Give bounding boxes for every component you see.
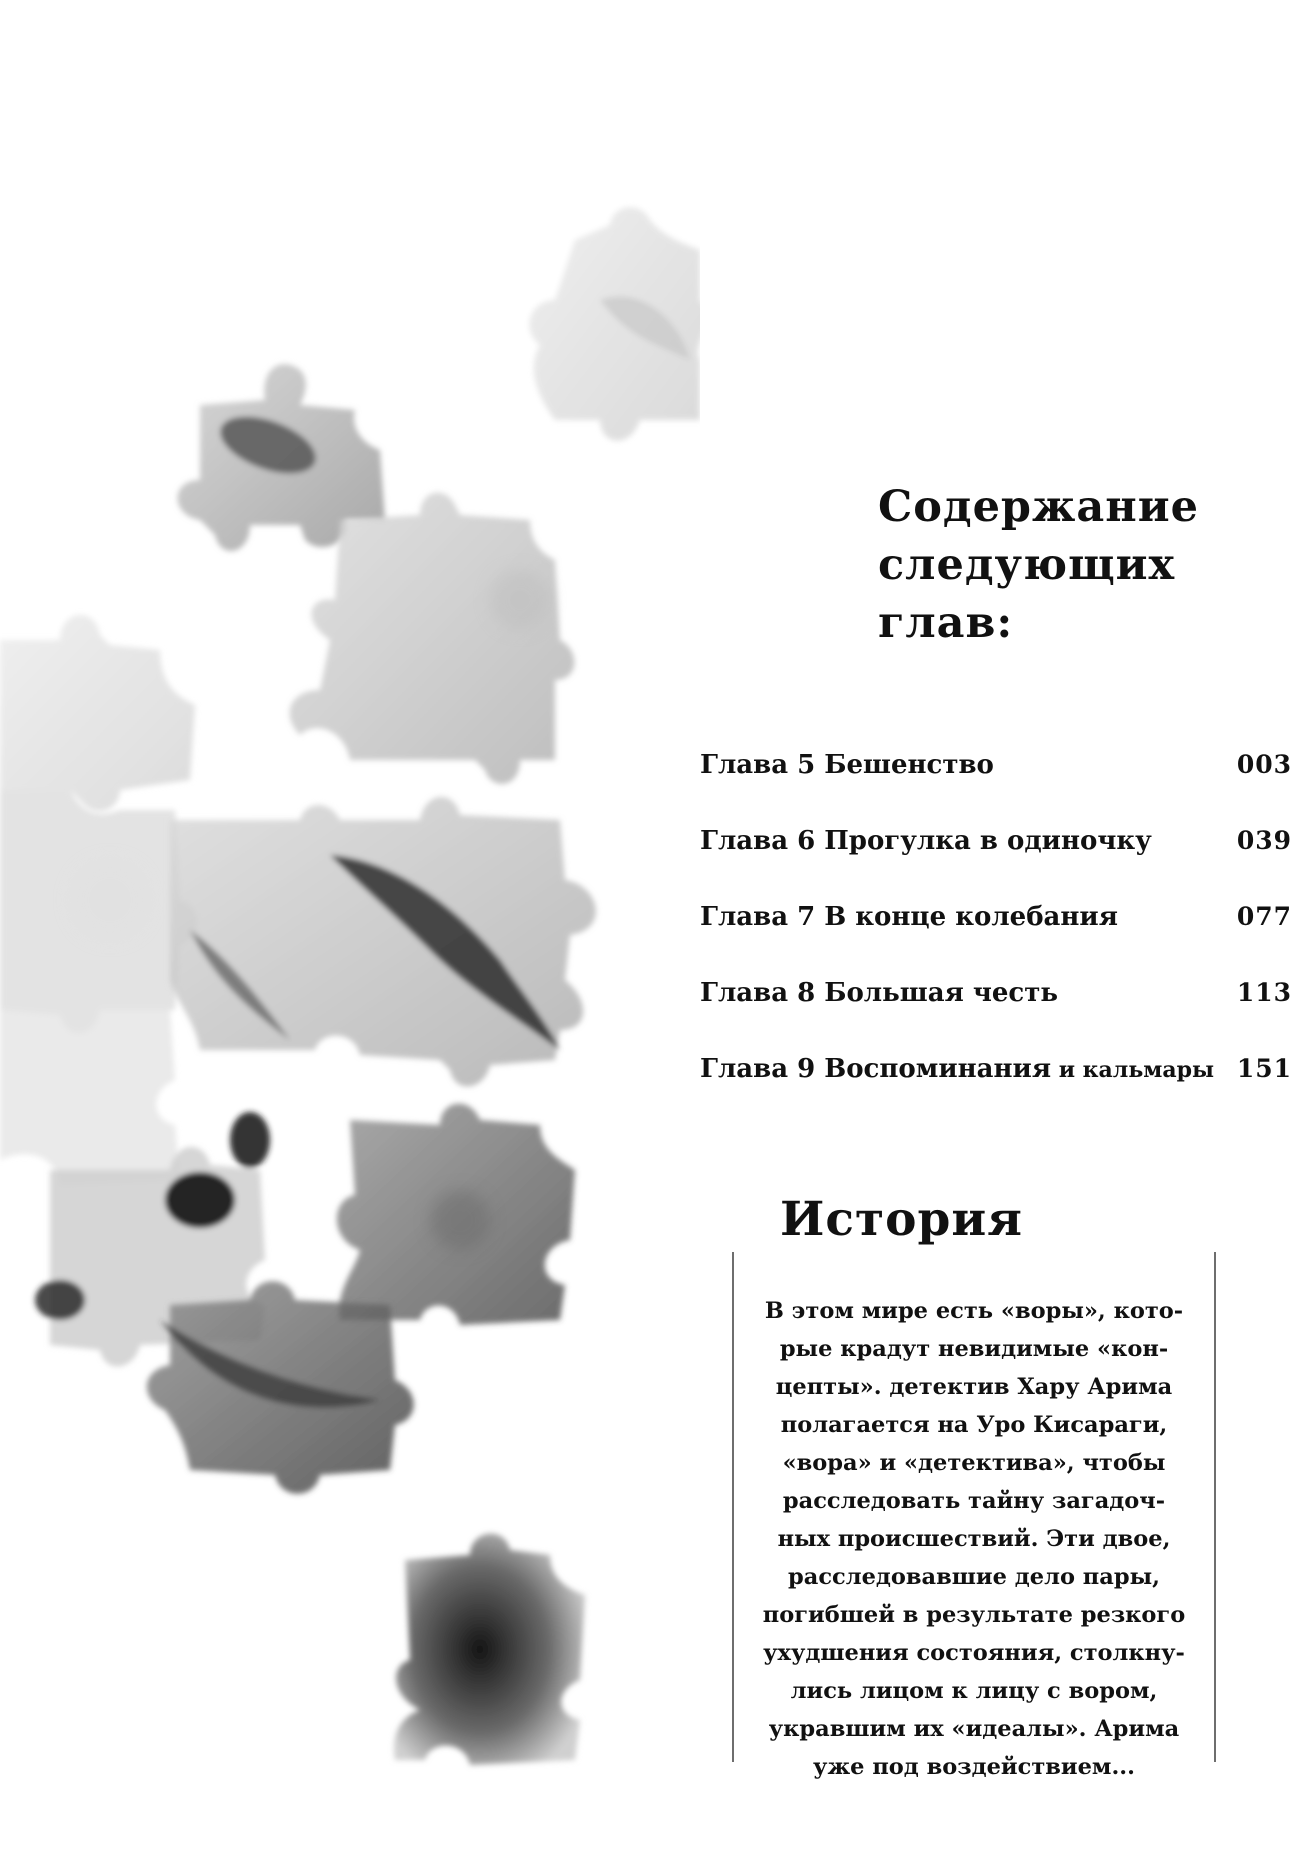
story-line: ных происшествий. Эти двое, [777,1526,1171,1552]
toc-row-chapter-6[interactable] [700,826,1292,902]
toc-row-chapter-7[interactable] [700,902,1292,978]
story-line: расследовать тайну загадоч- [782,1488,1166,1514]
toc-row-chapter-5[interactable] [700,750,1292,826]
contents-title-line: Содержание [878,482,1199,532]
toc-page-number: 039 [1236,826,1292,855]
story-line: В этом мире есть «воры», кото- [764,1298,1184,1324]
toc-page-number: 003 [1236,750,1292,779]
toc-chapter-title: Глава 9 Воспоминания и кальмары [700,1054,1215,1084]
contents-title [878,478,1278,652]
toc-chapter-title: Глава 6 Прогулка в одиночку [700,826,1152,856]
story-line: лись лицом к лицу с вором, [790,1678,1158,1704]
story-summary [734,1292,1214,1786]
toc-row-chapter-8[interactable] [700,978,1292,1054]
puzzle-piece-top-light [529,207,700,440]
contents-title-line: глав: [878,598,1014,648]
puzzle-piece-middle-band [170,797,596,1087]
story-line: уже под воздействием... [813,1754,1135,1780]
story-line: расследовавшие дело пары, [788,1564,1160,1590]
toc-page-number: 077 [1236,902,1292,931]
toc-page-number: 113 [1236,978,1292,1007]
toc-chapter-title: Глава 5 Бешенство [700,750,994,780]
toc-chapter-title: Глава 7 В конце колебания [700,902,1118,932]
contents-title-line: следующих [878,540,1176,590]
puzzle-piece-bottom-mid [147,1281,414,1494]
story-box [732,1252,1216,1780]
story-line: ухудшения состояния, столкну- [763,1640,1185,1666]
story-line: «вора» и «детектива», чтобы [782,1450,1166,1476]
story-line: полагается на Уро Кисараги, [780,1412,1168,1438]
story-line: погибшей в результате резкого [762,1602,1186,1628]
toc-row-chapter-9[interactable] [700,1054,1292,1130]
puzzle-piece-bottom-isolated [394,1534,585,1765]
table-of-contents [700,750,1292,1130]
story-line: укравшим их «идеалы». Арима [768,1716,1180,1742]
story-title: История [780,1192,1023,1247]
story-line: цепты». детектив Хару Арима [775,1374,1173,1400]
toc-page-number: 151 [1236,1054,1292,1083]
story-line: рые крадут невидимые «кон- [779,1336,1169,1362]
toc-chapter-title: Глава 8 Большая честь [700,978,1058,1008]
